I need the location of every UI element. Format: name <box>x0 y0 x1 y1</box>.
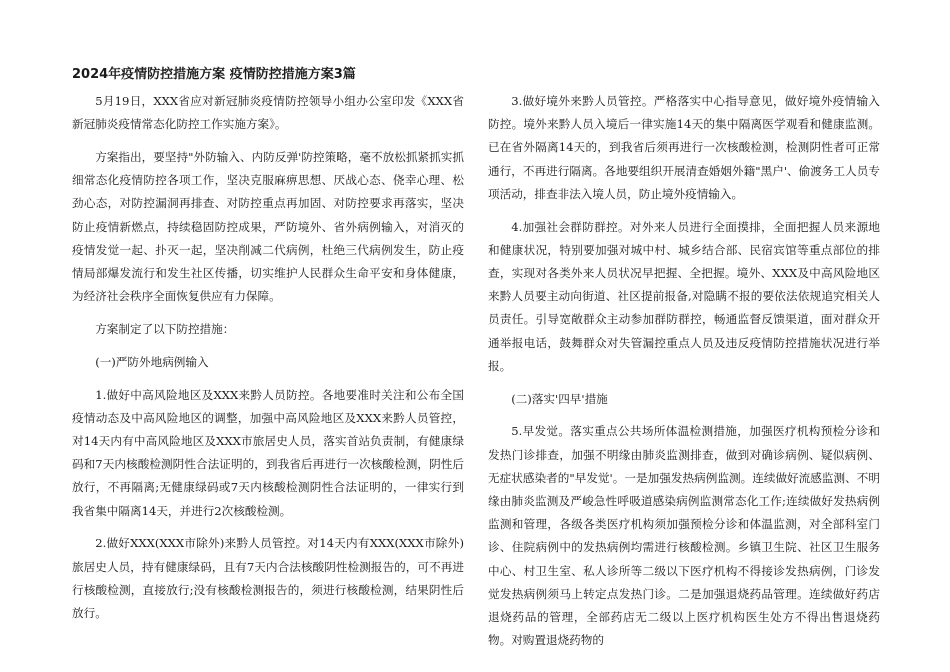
paragraph: 方案指出，要坚持"外防输入、内防反弹'防控策略，毫不放松抓紧抓实抓细常态化疫情防控各项工作，坚决克服麻痹思想、厌战心态、侥幸心理、松劲心态，对防控漏洞再排查、对防控重点再加固、对防控要求再落实，坚决防止疫情新燃点，持续稳固防控成果，严防境外、省外病例输入，对消灭的疫情发觉一起、扑灭一起，坚决削减二代病例，杜绝三代病例发生，防止疫情局部爆发流行和发生社区传播，切实维护人民群众生命平安和身体健康，为经济社会秩序全面恢复供应有力保障。 <box>72 150 464 304</box>
section-heading: (一)严防外地病例输入 <box>95 354 209 369</box>
document-title: 2024年疫情防控措施方案 疫情防控措施方案3篇 <box>72 67 356 82</box>
paragraph: 4.加强社会群防群控。对外来人员进行全面摸排，全面把握人员来源地和健康状况，特别要加强对城中村、城乡结合部、民宿宾馆等重点部位的排查，实现对各类外来人员状况早把握、全把握。境外、XXX及中高风险地区来黔人员要主动向街道、社区提前报备,对隐瞒不报的要依法依规追究相关人员责任。引导宽敞群众主动参加群防群控，畅通监督反馈渠道，面对群众开通举报电话，鼓舞群众对失管漏控重点人员及违反疫情防控措施状况进行举报。 <box>488 219 880 373</box>
paragraph: 5月19日，XXX省应对新冠肺炎疫情防控领导小组办公室印发《XXX省新冠肺炎疫情常态化防控工作实施方案》。 <box>72 94 464 132</box>
left-text-column <box>72 90 464 635</box>
right-text-column <box>488 90 880 662</box>
paragraph: 方案制定了以下防控措施： <box>95 322 235 337</box>
paragraph: 2.做好XXX(XXX市除外)来黔人员管控。对14天内有XXX(XXX市除外)旅居史人员，持有健康绿码，且有7天内合法核酸阴性检测报告的，可不再进行核酸检测，直接放行;没有核酸检测报告的，须进行核酸检测，结果阴性后放行。 <box>72 536 464 621</box>
paragraph: 5.早发觉。落实重点公共场所体温检测措施，加强医疗机构预检分诊和发热门诊排查，加强不明缘由肺炎监测排查，做到对确诊病例、疑似病例、无症状感染者的"早发觉'。一是加强发热病例监测。连续做好流感监测、不明缘由肺炎监测及严峻急性呼吸道感染病例监测常态化工作;连续做好发热病例监测和管理，各级各类医疗机构须加强预检分诊和体温监测，对全部科室门诊、住院病例中的发热病例均需进行核酸检测。乡镇卫生院、社区卫生服务中心、村卫生室、私人诊所等二级以下医疗机构不得接诊发热病例，门诊发觉发热病例须马上转定点发热门诊。二是加强退烧药品管理。连续做好药店退烧药品的管理，全部药店无二级以上医疗机构医生处方不得出售退烧药物。对购置退烧药物的 <box>488 424 880 648</box>
paragraph: 1.做好中高风险地区及XXX来黔人员防控。各地要准时关注和公布全国疫情动态及中高风险地区的调整，加强中高风险地区及XXX来黔人员管控，对14天内有中高风险地区及XXX市旅居史人员，落实首站负责制，有健康绿码和7天内核酸检测阴性合法证明的，到我省后再进行一次核酸检测，阴性后放行，不再隔离;无健康绿码或7天内核酸检测阴性合法证明的，一律实行到我省集中隔离14天，并进行2次核酸检测。 <box>72 387 464 518</box>
section-heading: (二)落实'四早'措施 <box>511 391 608 406</box>
paragraph: 3.做好境外来黔人员管控。严格落实中心指导意见，做好境外疫情输入防控。境外来黔人员入境后一律实施14天的集中隔离医学观看和健康监测。已在省外隔离14天的，到我省后须再进行一次核酸检测，检测阴性者可正常通行，不再进行隔离。各地要组织开展清查婚姻外籍"黑户'、偷渡务工人员专项活动，排查非法入境人员，防止境外疫情输入。 <box>488 94 880 201</box>
